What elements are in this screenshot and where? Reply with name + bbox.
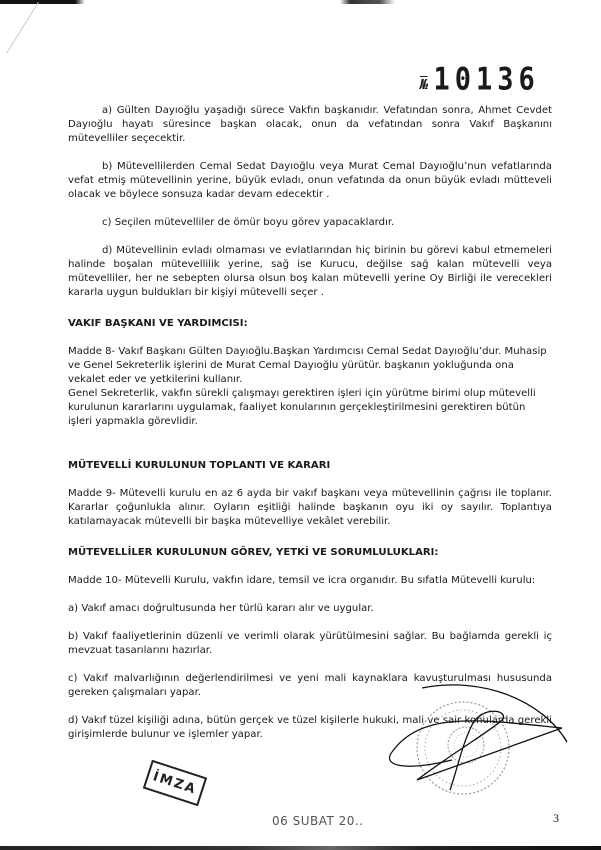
page-number: 3 xyxy=(553,811,559,825)
article-8-secretariat: Genel Sekreterlik, vakfın sürekli çalışmayı gerektiren işleri için yürütme birimi olup mütevelli kurulunun kararlarını uygulamak, faaliyet konularının gerçekleştirilmesini gerektiren bütün işleri yapmakla görevlidir. xyxy=(68,388,536,427)
duty-item-b: b) Vakıf faaliyetlerinin düzenli ve verimli olarak yürütülmesini sağlar. Bu bağlamda gerekli iç mevzuat tasarılarını hazırlar. xyxy=(68,631,552,656)
document-body xyxy=(68,104,552,742)
imza-stamp: İMZA xyxy=(143,760,207,806)
article-10-intro: Madde 10- Mütevelli Kurulu, vakfın idare, temsil ve icra organıdır. Bu sıfatla Mütevelli kurulu: xyxy=(68,575,536,586)
scan-edge-bottom xyxy=(0,846,601,850)
date-stamp: 06 SUBAT 20.. xyxy=(272,814,364,828)
scan-edge-top xyxy=(0,0,601,4)
serial-number-stamp xyxy=(420,61,540,98)
signature-icon xyxy=(362,680,572,800)
paragraph-a: a) Gülten Dayıoğlu yaşadığı sürece Vakfın başkanıdır. Vefatından sonra, Ahmet Cevdet Dayıoğlu hayatı süresince başkan olacak, onun da vefatından sonra Vakıf Başkanını mütevelliler seçecektir. xyxy=(68,105,552,144)
article-9: Madde 9- Mütevelli kurulu en az 6 ayda bir vakıf başkanı veya mütevellinin çağrısı ile toplanır. Kararlar çoğunlukla alınır. Oyların eşitliği halinde başkanın oyu iki oy sayılır. Toplantıya katılamayacak mütevelli bir başka mütevelliye vekâlet verebilir. xyxy=(68,488,552,527)
serial-prefix: № xyxy=(420,77,428,93)
paragraph-c: c) Seçilen mütevelliler de ömür boyu görev yapacaklardır. xyxy=(102,217,395,228)
heading-meeting: MÜTEVELLİ KURULUNUN TOPLANTI VE KARARI xyxy=(68,460,331,471)
scan-fold-line xyxy=(6,2,39,53)
serial-number: 10136 xyxy=(433,61,540,98)
heading-president: VAKIF BAŞKANI VE YARDIMCISI: xyxy=(68,318,248,329)
duty-item-c: c) Vakıf malvarlığının değerlendirilmesi ve yeni mali kaynaklara kavuşturulması hususunda gereken çalışmaları yapar. xyxy=(68,673,552,698)
heading-duties: MÜTEVELLİLER KURULUNUN GÖREV, YETKİ VE SORUMLULUKLARI: xyxy=(68,547,439,558)
paragraph-b: b) Mütevellilerden Cemal Sedat Dayıoğlu veya Murat Cemal Dayıoğlu’nun vefatlarında vefat etmiş mütevellinin yerine, büyük evladı, onun vefatında da onun büyük evladı mütteveli olacak ve böylece sonsuza kadar devam edecektir . xyxy=(68,161,552,200)
duty-item-a: a) Vakıf amacı doğrultusunda her türlü kararı alır ve uygular. xyxy=(68,603,374,614)
paragraph-d: d) Mütevellinin evladı olmaması ve evlatlarından hiç birinin bu görevi kabul etmemeleri halinde boşalan mütevellilik yerine, sağ ise Kurucu, değilse sağ kalan mütevelli veya mütevelliler, her ne sebepten olursa olsun boş kalan mütevelli yerine Oy Birliği ile verecekleri kararla uygun buldukları bir kişiyi mütevelli seçer . xyxy=(68,245,552,298)
duty-item-d: d) Vakıf tüzel kişiliği adına, bütün gerçek ve tüzel kişilerle hukuki, mali ve sair konularda gerekli girişimlerde bulunur ve işlemler yapar. xyxy=(68,715,552,740)
article-8: Madde 8- Vakıf Başkanı Gülten Dayıoğlu.Başkan Yardımcısı Cemal Sedat Dayıoğlu’dur. Muhasip ve Genel Sekreterlik işlerini de Murat Cemal Dayıoğlu yürütür. başkanın yokluğunda ona vekalet eder ve yetkilerini kullanır. xyxy=(68,346,547,385)
